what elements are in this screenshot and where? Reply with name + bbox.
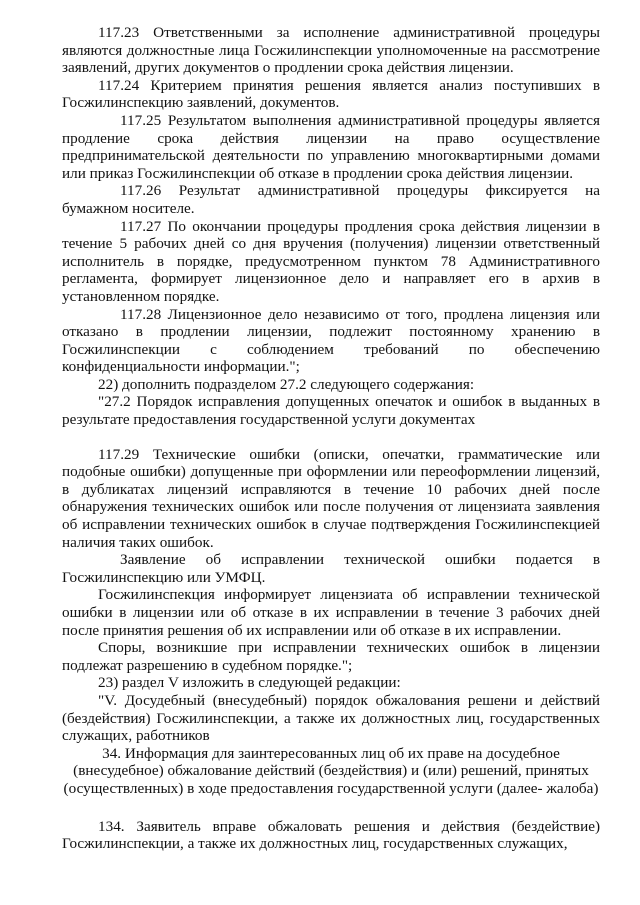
document-page <box>62 24 600 853</box>
paragraph-117-29: 117.29 Технические ошибки (описки, опечатки, грамматические или подобные ошибки) допущенные при оформлении или переоформлении лицензий, в дубликатах лицензий исправляются в течение 10 рабочих дней после обнаружения технических ошибок или после получения от лицензиата заявления об исправлении технических ошибок в случае подтверждения Госжилинспекцией наличия таких ошибок. <box>62 445 600 551</box>
paragraph-disputes: Споры, возникшие при исправлении технических ошибок в лицензии подлежат разрешению в судебном порядке."; <box>62 639 600 674</box>
paragraph-117-27: 117.27 По окончании процедуры продления срока действия лицензии в течение 5 рабочих дней со дня вручения (получения) лицензии ответственный исполнитель в порядке, предусмотренном пунктом 78 Административного регламента, формирует лицензионное дело и направляет его в архив в установленном порядке. <box>62 217 600 305</box>
paragraph-application: Заявление об исправлении технической ошибки подается в Госжилинспекцию или УМФЦ. <box>62 551 600 586</box>
paragraph-117-24: 117.24 Критерием принятия решения является анализ поступивших в Госжилинспекцию заявлений, документов. <box>62 76 600 112</box>
paragraph-117-23: 117.23 Ответственными за исполнение административной процедуры являются должностные лица Госжилинспекции уполномоченные на рассмотрение заявлений, других документов о продлении срока действия лицензии. <box>62 24 600 77</box>
paragraph-117-26: 117.26 Результат административной процедуры фиксируется на бумажном носителе. <box>62 182 600 217</box>
paragraph-117-25: 117.25 Результатом выполнения административной процедуры является продление срока действия лицензии на право осуществление предпринимательской деятельности по управлению многоквартирными домами или приказ Госжилинспекции об отказе в продлении срока действия лицензии. <box>62 111 600 182</box>
paragraph-item-22: 22) дополнить подразделом 27.2 следующего содержания: <box>98 375 475 393</box>
paragraph-inform: Госжилинспекция информирует лицензиата об исправлении технической ошибки в лицензии или об отказе в их исправлении в течение 3 рабочих дней после принятия решения об их исправлении или об отказе в их исправлении. <box>62 586 600 639</box>
paragraph-134: 134. Заявитель вправе обжаловать решения и действия (бездействие) Госжилинспекции, а также их должностных лиц, государственных служащих, <box>62 817 600 853</box>
paragraph-item-23: 23) раздел V изложить в следующей редакции: <box>98 674 401 692</box>
subsection-27-2-heading: "27.2 Порядок исправления допущенных опечаток и ошибок в выданных в результате предоставления государственной услуги документах <box>62 393 600 429</box>
section-34-title: 34. Информация для заинтересованных лиц об их праве на досудебное (внесудебное) обжалование действий (бездействия) и (или) решений, принятых (осуществленных) в ходе предоставления государственной услуги (далее- жалоба) <box>63 744 599 797</box>
paragraph-117-28: 117.28 Лицензионное дело независимо от того, продлена лицензия или отказано в продлении лицензии, подлежит постоянному хранению в Госжилинспекции с соблюдением требований по обеспечению конфиденциальности информации."; <box>62 305 600 376</box>
section-v-heading: "V. Досудебный (внесудебный) порядок обжалования решени и действий (бездействия) Госжилинспекции, а также их должностных лиц, государственных служащих, работников <box>62 691 600 745</box>
